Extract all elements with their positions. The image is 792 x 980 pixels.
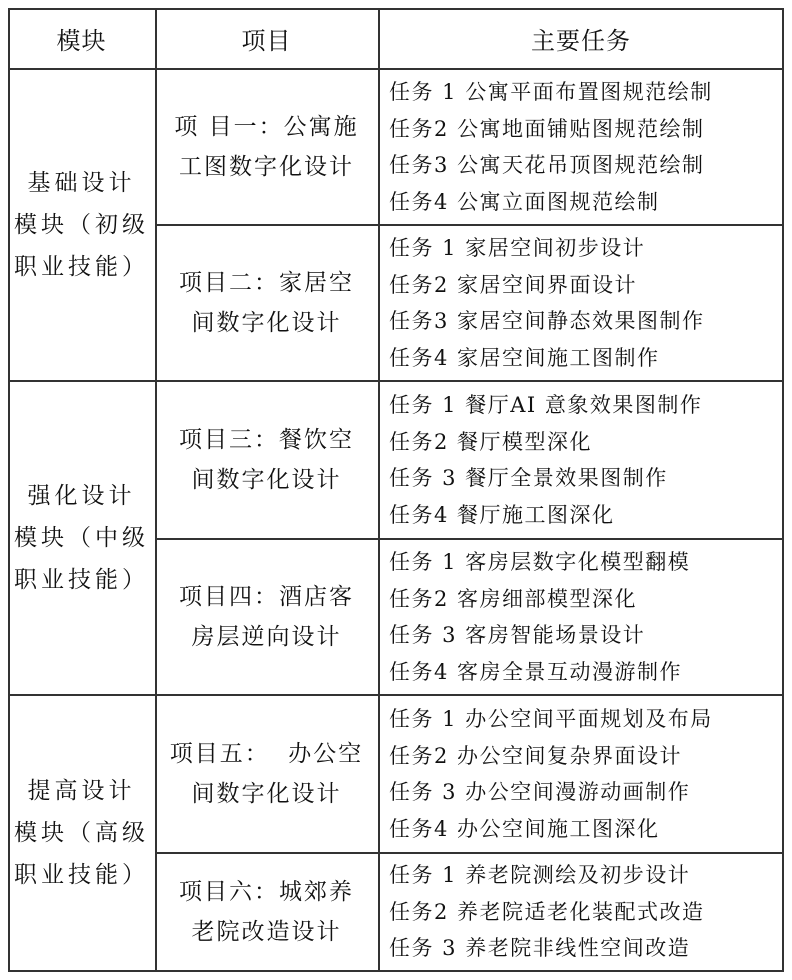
module-line: 模块（初级 [14,212,149,238]
tasks-cell-3 [378,382,784,538]
project-line: 项目三：餐饮空 [179,427,354,453]
task-item: 任务3 家居空间静态效果图制作 [389,309,705,333]
task-item: 任务 1 养老院测绘及初步设计 [389,863,691,888]
module-line: 提高设计 [27,778,136,804]
tasks-cell-5 [378,696,784,852]
project-line: 项目五： 办公空 [169,741,364,767]
tasks-cell-6 [378,854,784,970]
project-line: 老院改造设计 [191,919,342,945]
module-line: 基础设计 [27,170,136,196]
module-line: 职业技能） [14,862,149,888]
project-line: 间数字化设计 [191,310,342,336]
project-cell-6 [155,854,378,970]
task-item: 任务4 办公空间施工图深化 [389,816,660,841]
module-line: 职业技能） [14,254,149,280]
module-cell-intermediate [8,382,155,694]
project-line: 间数字化设计 [191,781,342,807]
task-item: 任务2 客房细部模型深化 [389,586,638,611]
task-item: 任务2 养老院适老化装配式改造 [389,899,705,924]
header-main-tasks: 主要任务 [531,26,631,55]
task-item: 任务2 办公空间复杂界面设计 [389,743,683,768]
project-cell-1 [155,70,378,224]
project-line: 间数字化设计 [191,467,342,493]
task-item: 任务2 公寓地面铺贴图规范绘制 [389,116,705,141]
task-item: 任务4 客房全景互动漫游制作 [389,659,683,684]
project-cell-3 [155,382,378,538]
task-item: 任务 1 家居空间初步设计 [389,236,646,260]
table-border-bottom [8,970,784,972]
module-cell-advanced [8,696,155,970]
task-item: 任务 1 客房层数字化模型翻模 [389,550,691,574]
project-line: 项目四：酒店客 [179,584,354,610]
task-item: 任务4 餐厅施工图深化 [389,502,615,527]
module-line: 模块（中级 [14,525,149,551]
project-line: 项目六：城郊养 [179,879,354,905]
header-project: 项目 [241,26,292,55]
tasks-cell-4 [378,540,784,694]
task-item: 任务 1 办公空间平面规划及布局 [389,707,713,731]
project-cell-4 [155,540,378,694]
task-item: 任务 3 办公空间漫游动画制作 [389,780,691,804]
tasks-cell-1 [378,70,784,224]
task-item: 任务2 家居空间界面设计 [389,272,638,297]
task-item: 任务4 家居空间施工图制作 [389,345,660,370]
task-item: 任务 1 餐厅AI 意象效果图制作 [389,393,703,417]
module-cell-basic [8,70,155,380]
task-item: 任务4 公寓立面图规范绘制 [389,189,660,214]
task-item: 任务2 餐厅模型深化 [389,429,593,454]
task-item: 任务 3 餐厅全景效果图制作 [389,466,668,490]
task-item: 任务 3 客房智能场景设计 [389,623,646,647]
module-line: 强化设计 [27,483,136,509]
project-cell-5 [155,696,378,852]
task-item: 任务 1 公寓平面布置图规范绘制 [389,80,713,104]
project-cell-2 [155,226,378,380]
module-line: 职业技能） [14,567,149,593]
tasks-cell-2 [378,226,784,380]
task-item: 任务 3 养老院非线性空间改造 [389,936,691,961]
project-line: 房层逆向设计 [191,624,342,650]
project-line: 项目二：家居空 [179,270,354,296]
project-line: 工图数字化设计 [179,154,354,180]
project-line: 项 目一：公寓施 [174,114,359,140]
curriculum-table [8,8,784,972]
task-item: 任务3 公寓天花吊顶图规范绘制 [389,153,705,177]
module-line: 模块（高级 [14,820,149,846]
header-module: 模块 [56,26,107,55]
